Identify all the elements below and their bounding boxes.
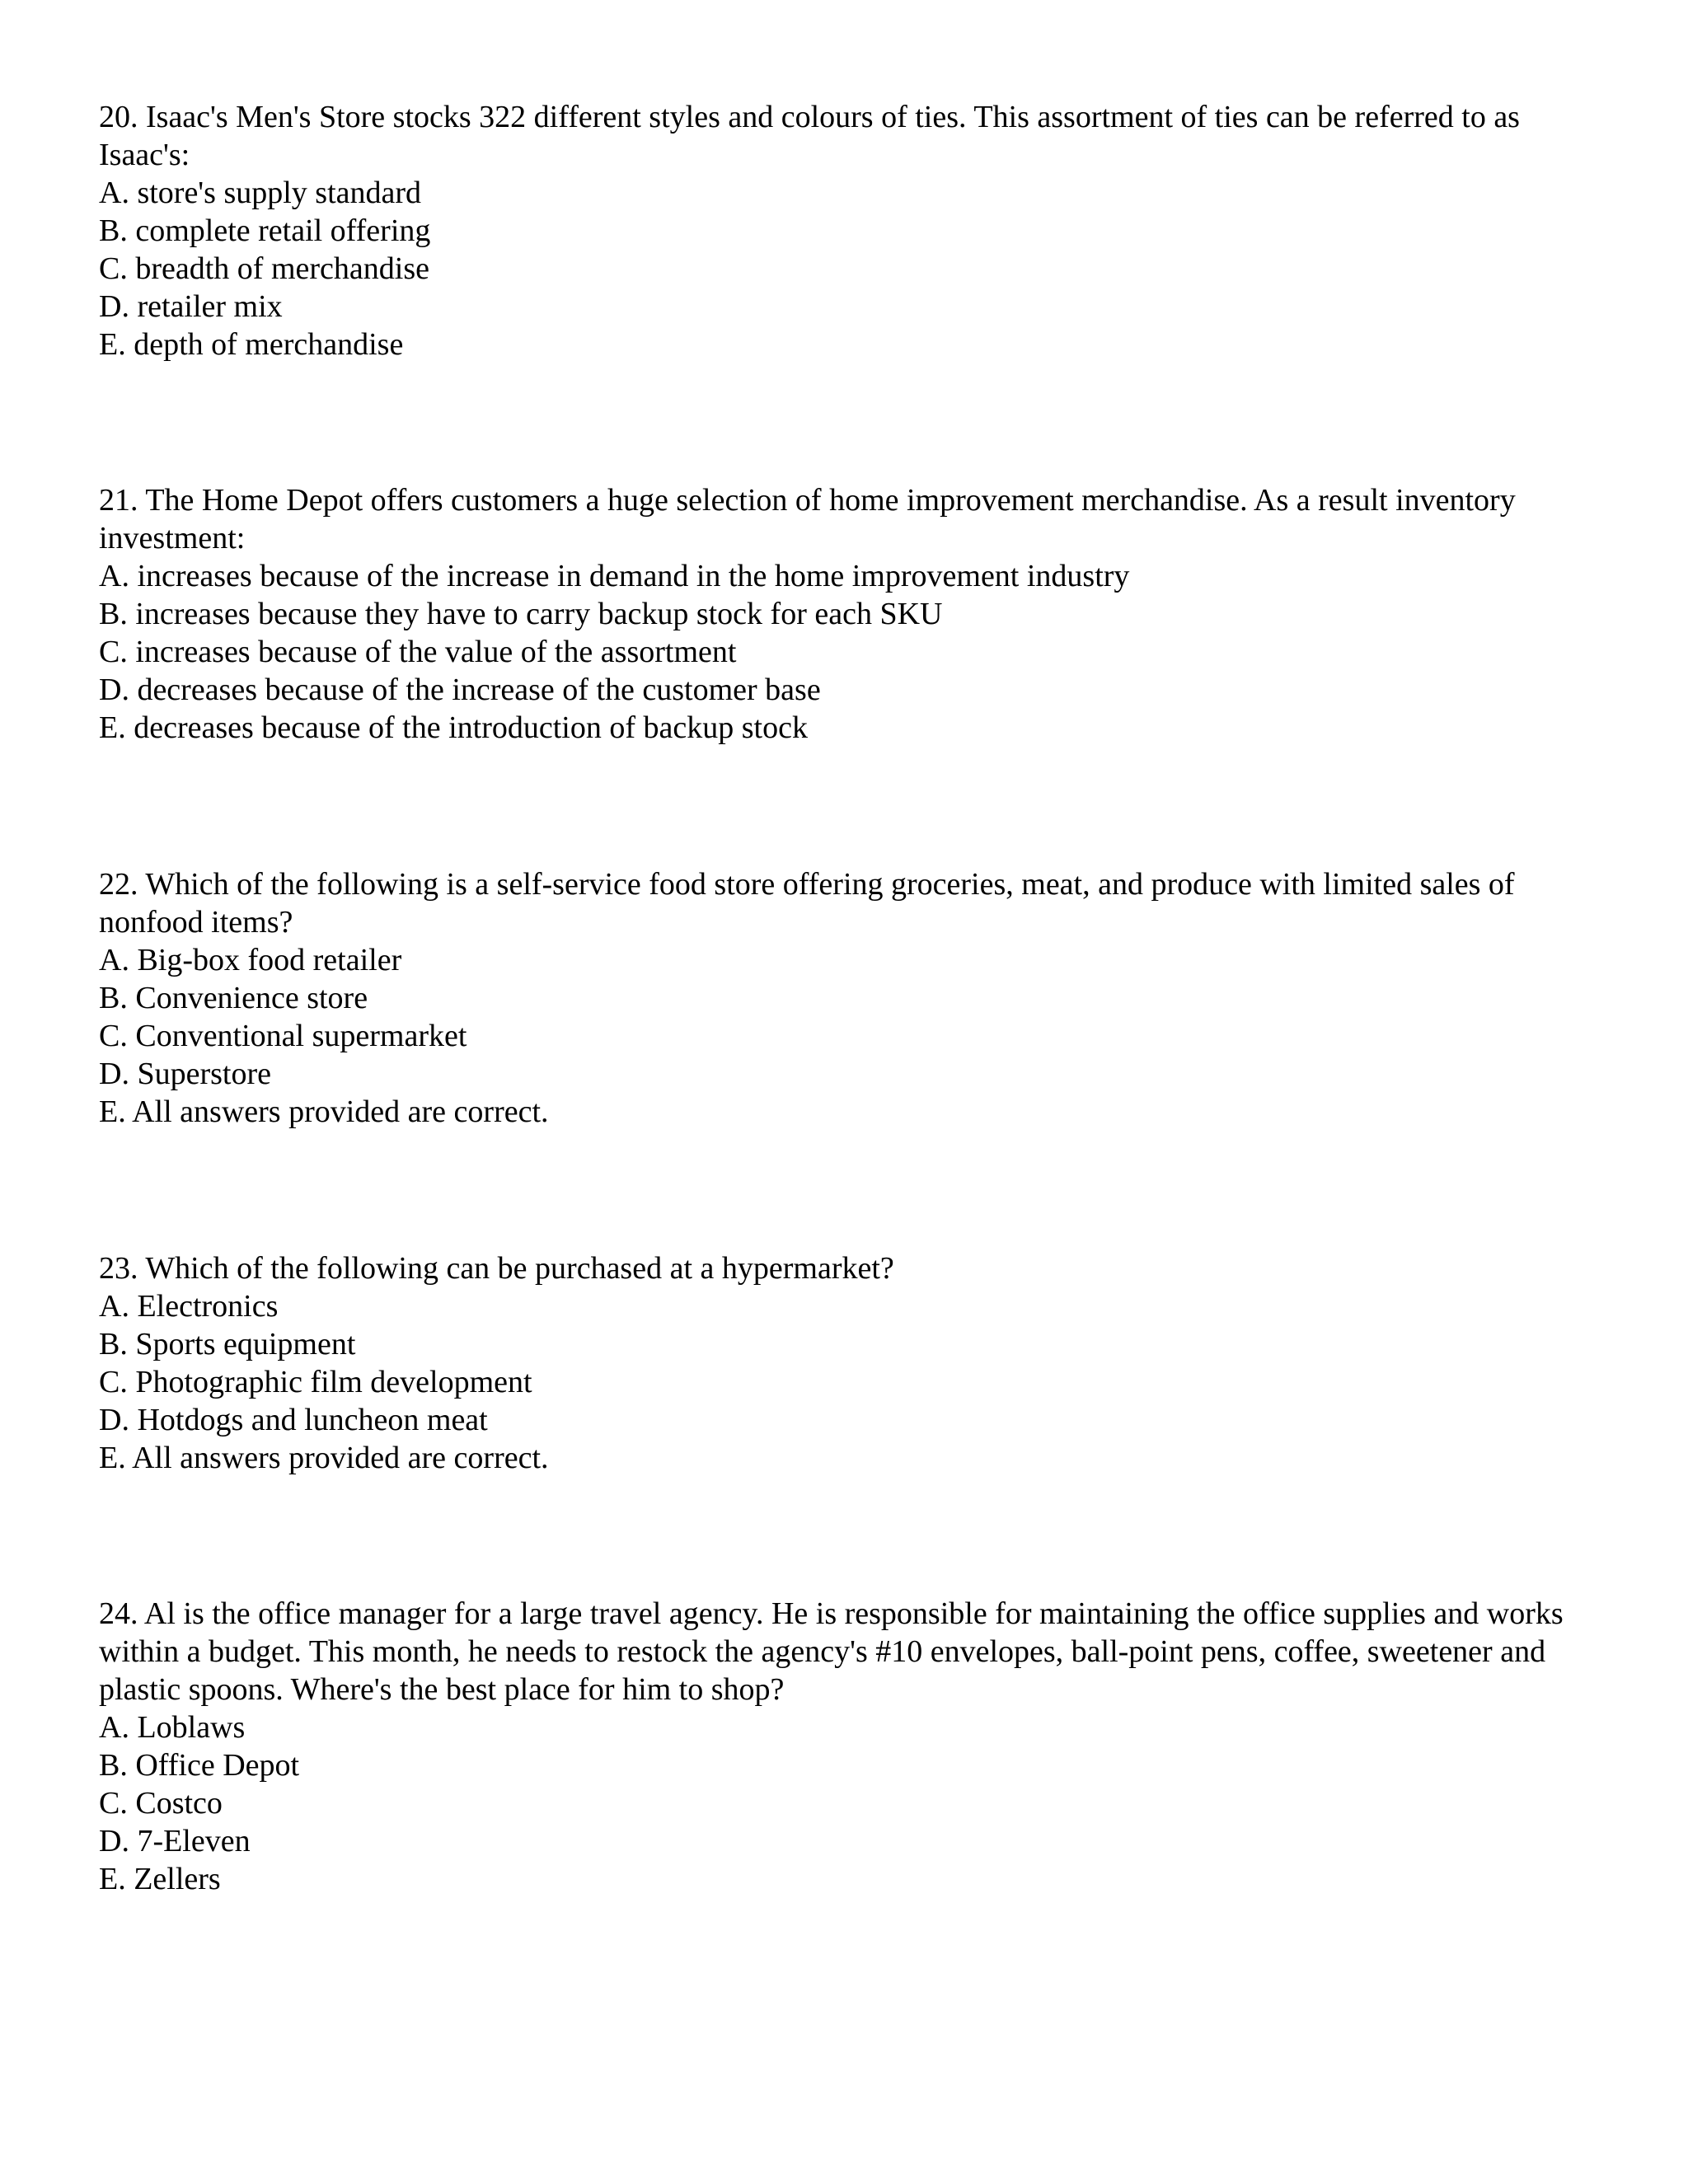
answer-option-e: E. Zellers bbox=[99, 1862, 221, 1896]
question-stem: 22. Which of the following is a self-service food store offering groceries, meat, and produce with limited sales of nonfood items? bbox=[99, 867, 1515, 940]
answer-option-b: B. complete retail offering bbox=[99, 213, 431, 248]
answer-option-c: C. Conventional supermarket bbox=[99, 1019, 467, 1053]
answer-option-c: C. breadth of merchandise bbox=[99, 251, 429, 286]
answer-option-b: B. Office Depot bbox=[99, 1748, 300, 1783]
answer-option-b: B. increases because they have to carry backup stock for each SKU bbox=[99, 597, 943, 631]
answer-option-a: A. Electronics bbox=[99, 1289, 279, 1324]
question-20 bbox=[99, 98, 1582, 363]
answer-option-e: E. decreases because of the introduction of backup stock bbox=[99, 710, 808, 745]
answer-option-d: D. retailer mix bbox=[99, 289, 283, 324]
answer-option-c: C. increases because of the value of the assortment bbox=[99, 635, 737, 669]
answer-option-e: E. All answers provided are correct. bbox=[99, 1441, 549, 1475]
answer-option-a: A. Loblaws bbox=[99, 1710, 246, 1745]
answer-option-c: C. Costco bbox=[99, 1786, 223, 1821]
answer-option-d: D. Hotdogs and luncheon meat bbox=[99, 1403, 488, 1437]
answer-option-d: D. Superstore bbox=[99, 1057, 271, 1091]
question-stem: 23. Which of the following can be purchased at a hypermarket? bbox=[99, 1251, 894, 1286]
question-23 bbox=[99, 1249, 1582, 1477]
question-22 bbox=[99, 865, 1582, 1131]
answer-option-d: D. decreases because of the increase of the customer base bbox=[99, 673, 821, 707]
answer-option-a: A. increases because of the increase in demand in the home improvement industry bbox=[99, 559, 1130, 593]
answer-option-a: A. store's supply standard bbox=[99, 176, 422, 210]
answer-option-b: B. Convenience store bbox=[99, 981, 368, 1015]
question-21 bbox=[99, 481, 1582, 747]
question-stem: 21. The Home Depot offers customers a huge selection of home improvement merchandise. As a result inventory investment: bbox=[99, 483, 1516, 555]
question-stem: 20. Isaac's Men's Store stocks 322 different styles and colours of ties. This assortment of ties can be referred to as Isaac's: bbox=[99, 100, 1520, 172]
answer-option-a: A. Big-box food retailer bbox=[99, 943, 402, 977]
answer-option-d: D. 7-Eleven bbox=[99, 1824, 251, 1858]
answer-option-c: C. Photographic film development bbox=[99, 1365, 532, 1399]
question-24 bbox=[99, 1595, 1582, 1898]
question-stem: 24. Al is the office manager for a large travel agency. He is responsible for maintaining the office supplies and works within a budget. This month, he needs to restock the agency's #10 envelopes, ball-point pens, coffee, sweetener and plastic spoons. Where's the best place for him to shop? bbox=[99, 1596, 1564, 1707]
answer-option-e: E. All answers provided are correct. bbox=[99, 1094, 549, 1129]
answer-option-e: E. depth of merchandise bbox=[99, 327, 404, 362]
answer-option-b: B. Sports equipment bbox=[99, 1327, 356, 1361]
